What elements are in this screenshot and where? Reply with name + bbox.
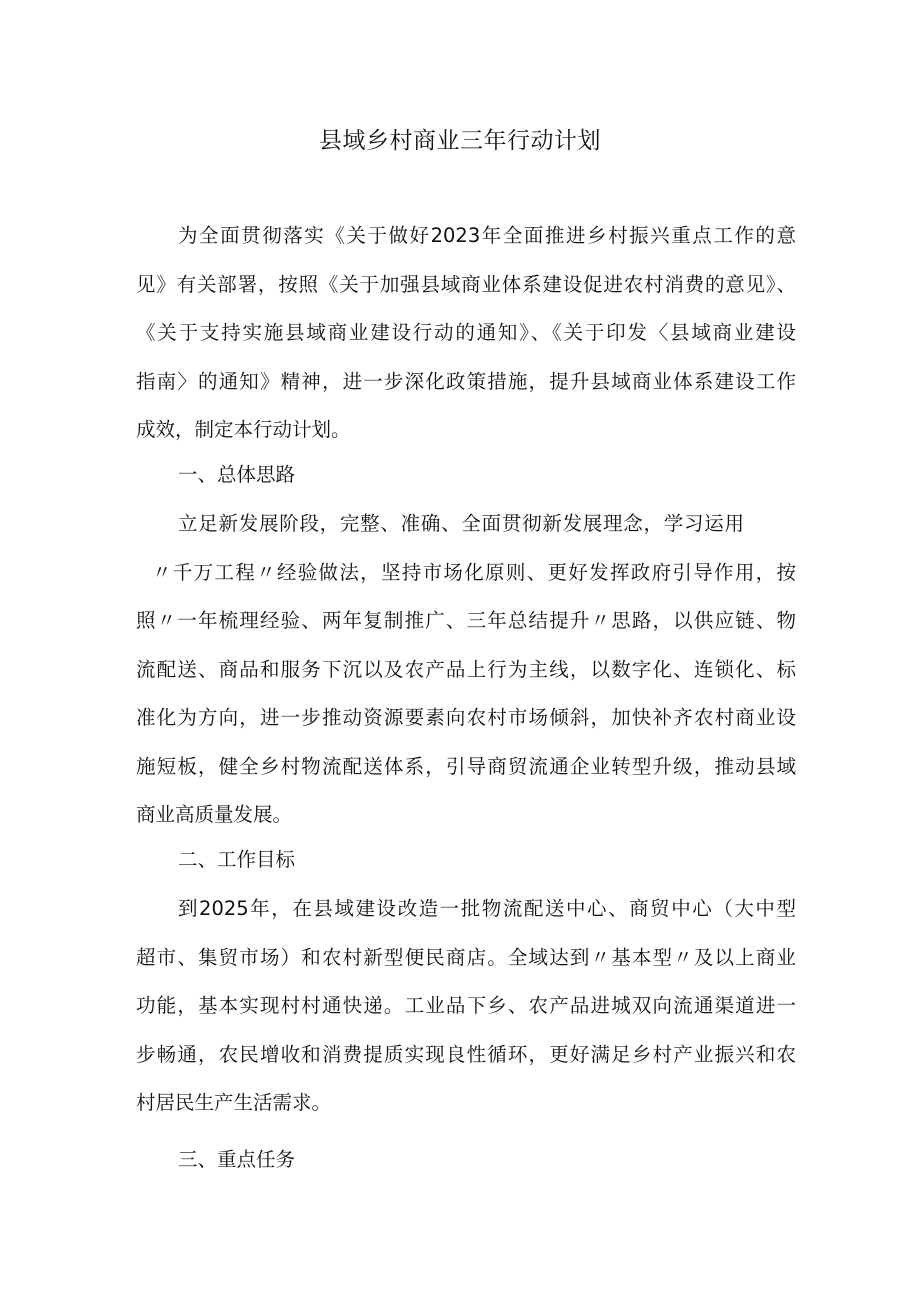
intro-line: 《关于支持实施县域商业建设行动的通知》、《关于印发〈县域商业建设 xyxy=(136,321,796,344)
section1-line: 照〃一年梳理经验、两年复制推广、三年总结提升〃思路，以供应链、物 xyxy=(136,609,796,632)
section1-heading: 一、总体思路 xyxy=(178,463,296,486)
section1-line: 施短板，健全乡村物流配送体系，引导商贸流通企业转型升级，推动县域 xyxy=(136,754,796,778)
section2-line: 步畅通，农民增收和消费提质实现良性循环，更好满足乡村产业振兴和农 xyxy=(136,1042,796,1066)
intro-line: 成效，制定本行动计划。 xyxy=(136,418,351,441)
section1-line: 立足新发展阶段，完整、准确、全面贯彻新发展理念，学习运用 xyxy=(178,512,744,535)
section2-line: 超市、集贸市场）和农村新型便民商店。全域达到〃基本型〃及以上商业 xyxy=(136,945,796,969)
section2-heading: 二、工作目标 xyxy=(178,848,296,871)
section1-line: 商业高质量发展。 xyxy=(136,803,293,826)
section2-line: 到2025年，在县域建设改造一批物流配送中心、商贸中心（大中型 xyxy=(178,897,796,920)
intro-paragraph xyxy=(136,212,796,455)
section1-line: 〃千万工程〃经验做法，坚持市场化原则、更好发挥政府引导作用，按 xyxy=(152,560,796,584)
intro-line: 见》有关部署，按照《关于加强县域商业体系建设促进农村消费的意见》、 xyxy=(136,272,796,296)
section2-line: 村居民生产生活需求。 xyxy=(136,1091,332,1114)
section1-paragraph xyxy=(136,500,796,840)
intro-line: 指南〉的通知》精神，进一步深化政策措施，提升县域商业体系建设工作 xyxy=(136,369,796,393)
section2-paragraph xyxy=(136,885,796,1128)
document-title: 县域乡村商业三年行动计划 xyxy=(319,128,601,154)
section1-line: 准化为方向，进一步推动资源要素向农村市场倾斜，加快补齐农村商业设 xyxy=(136,706,796,729)
section2-line: 功能，基本实现村村通快递。工业品下乡、农产品进城双向流通渠道进一 xyxy=(136,994,796,1017)
intro-line: 为全面贯彻落实《关于做好2023年全面推进乡村振兴重点工作的意 xyxy=(178,224,796,247)
section3-heading: 三、重点任务 xyxy=(178,1148,296,1171)
section1-line: 流配送、商品和服务下沉以及农产品上行为主线，以数字化、连锁化、标 xyxy=(136,657,796,681)
